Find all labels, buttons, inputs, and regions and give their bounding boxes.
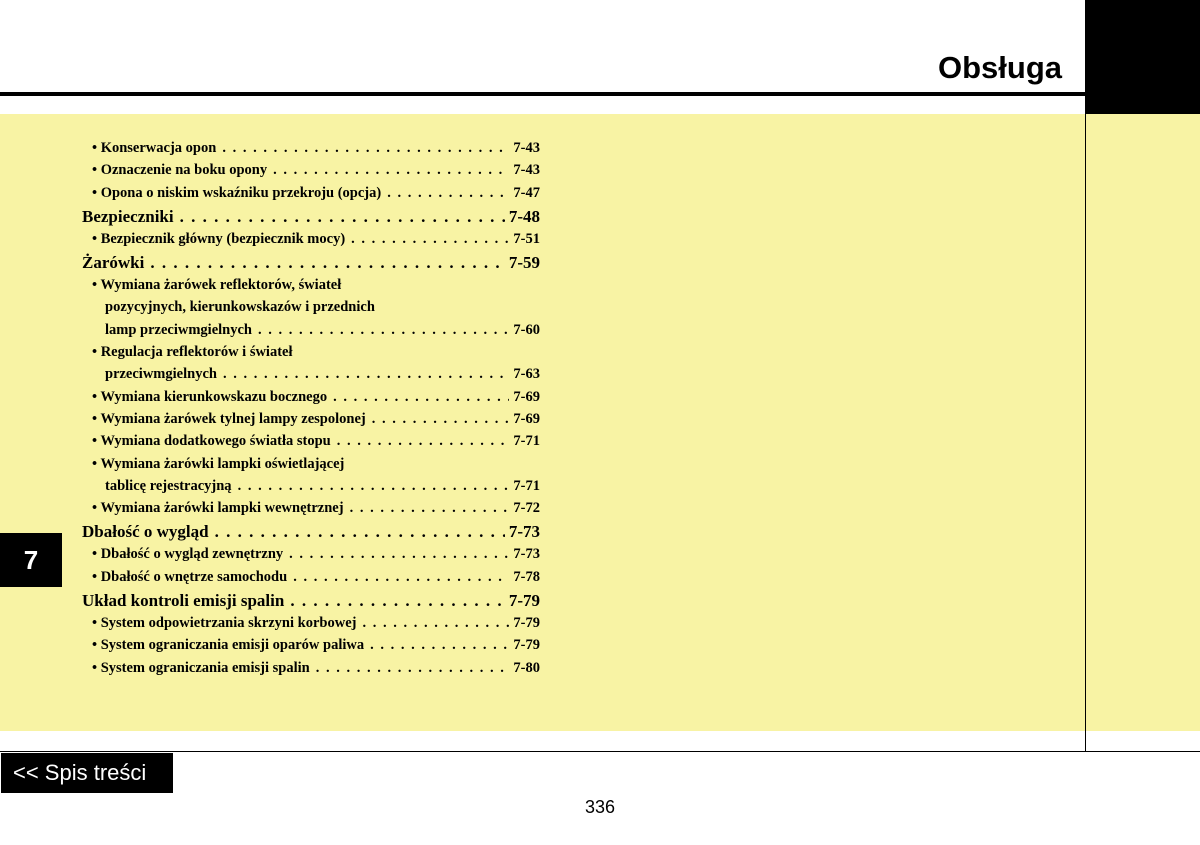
- toc-subentry[interactable]: [82, 366, 540, 388]
- toc-page-reference: 7-79: [508, 591, 540, 611]
- toc-entry-title: Dbałość o wygląd: [82, 522, 209, 542]
- toc-page-reference: 7-69: [513, 388, 540, 405]
- toc-subentry[interactable]: [82, 660, 540, 682]
- toc-page-reference: 7-72: [513, 500, 540, 517]
- toc-entry-title: lamp przeciwmgielnych: [105, 321, 252, 338]
- toc-subentry[interactable]: [82, 231, 540, 253]
- toc-subentry[interactable]: [82, 185, 540, 207]
- table-of-contents-link[interactable]: << Spis treści: [1, 753, 173, 793]
- toc-subentry[interactable]: [82, 322, 540, 344]
- toc-page-reference: 7-73: [513, 546, 540, 563]
- section-title: Obsługa: [937, 50, 1062, 85]
- dot-leader: [150, 253, 504, 273]
- toc-section-entry[interactable]: [82, 591, 540, 615]
- dot-leader: [215, 522, 505, 542]
- toc-entry-title: • Bezpiecznik główny (bezpiecznik mocy): [92, 230, 346, 247]
- toc-entry-title: • Dbałość o wnętrze samochodu: [92, 568, 288, 585]
- toc-page-reference: 7-51: [513, 230, 540, 247]
- toc-subentry[interactable]: [82, 433, 540, 455]
- toc-entry-title: • Regulacja reflektorów i świateł: [92, 344, 293, 361]
- toc-entry-title: • Konserwacja opon: [92, 140, 217, 156]
- toc-entry-title: przeciwmgielnych: [105, 366, 217, 383]
- dot-leader: [333, 389, 509, 406]
- toc-entry-title: tablicę rejestracyjną: [105, 477, 232, 494]
- table-of-contents: [82, 140, 540, 682]
- page-horizontal-rule: [0, 751, 1200, 752]
- toc-page-reference: 7-80: [513, 659, 540, 676]
- toc-entry-title: • Wymiana żarówek tylnej lampy zespolonej: [92, 410, 366, 427]
- toc-page-reference: 7-63: [513, 366, 540, 383]
- toc-entry-title: • Oznaczenie na boku opony: [92, 162, 268, 179]
- toc-entry-title: • Wymiana żarówki lampki oświetlającej: [92, 455, 345, 472]
- dot-leader: [387, 185, 509, 202]
- toc-page-reference: 7-71: [513, 433, 540, 450]
- toc-subentry[interactable]: [82, 637, 540, 659]
- toc-entry-title: Układ kontroli emisji spalin: [82, 591, 285, 611]
- dot-leader: [180, 207, 505, 227]
- toc-subentry[interactable]: [82, 500, 540, 522]
- toc-page-reference: 7-60: [513, 321, 540, 338]
- toc-page-reference: 7-43: [513, 140, 540, 156]
- page-number: 336: [584, 797, 616, 817]
- chapter-tab: 7: [0, 533, 62, 587]
- corner-black-tab: [1085, 0, 1200, 114]
- toc-subentry[interactable]: [82, 299, 540, 321]
- toc-entry-title: • Wymiana dodatkowego światła stopu: [92, 433, 331, 450]
- toc-subentry[interactable]: [82, 162, 540, 184]
- toc-entry-title: • Wymiana żarówki lampki wewnętrznej: [92, 500, 344, 517]
- toc-section-entry[interactable]: [82, 522, 540, 546]
- toc-entry-title: • System ograniczania emisji spalin: [92, 659, 310, 676]
- toc-entry-title: Bezpieczniki: [82, 206, 174, 226]
- toc-entry-title: • Wymiana żarówek reflektorów, świateł: [92, 277, 342, 294]
- dot-leader: [293, 569, 509, 586]
- page-vertical-rule: [1085, 114, 1086, 752]
- toc-entry-title: • Wymiana kierunkowskazu bocznego: [92, 388, 328, 405]
- dot-leader: [223, 366, 509, 383]
- toc-page-reference: 7-73: [508, 522, 540, 542]
- dot-leader: [337, 433, 510, 450]
- toc-page-reference: 7-48: [508, 206, 540, 226]
- dot-leader: [351, 231, 509, 248]
- toc-subentry[interactable]: [82, 546, 540, 568]
- dot-leader: [222, 140, 509, 157]
- toc-page-reference: 7-79: [513, 637, 540, 654]
- toc-page-reference: 7-69: [513, 410, 540, 427]
- toc-page-reference: 7-59: [508, 253, 540, 273]
- toc-page-reference: 7-43: [513, 162, 540, 179]
- toc-page-reference: 7-78: [513, 568, 540, 585]
- toc-entry-title: Żarówki: [82, 253, 145, 273]
- toc-entry-title: • System ograniczania emisji oparów paliwa: [92, 637, 365, 654]
- header-rule: [0, 92, 1085, 96]
- toc-subentry[interactable]: [82, 411, 540, 433]
- toc-page-reference: 7-79: [513, 615, 540, 632]
- dot-leader: [316, 660, 510, 677]
- toc-subentry[interactable]: [82, 478, 540, 500]
- toc-entry-title: pozycyjnych, kierunkowskazów i przednich: [105, 299, 375, 316]
- dot-leader: [289, 546, 509, 563]
- toc-entry-title: • System odpowietrzania skrzyni korbowej: [92, 615, 357, 632]
- toc-subentry[interactable]: [82, 277, 540, 299]
- toc-entry-title: • Dbałość o wygląd zewnętrzny: [92, 546, 284, 563]
- dot-leader: [238, 478, 510, 495]
- toc-subentry[interactable]: [82, 456, 540, 478]
- toc-subentry[interactable]: [82, 569, 540, 591]
- dot-leader: [290, 591, 505, 611]
- toc-subentry[interactable]: [82, 140, 540, 162]
- toc-section-entry[interactable]: [82, 253, 540, 277]
- toc-section-entry[interactable]: [82, 207, 540, 231]
- dot-leader: [258, 322, 509, 339]
- toc-page-reference: 7-47: [513, 184, 540, 201]
- dot-leader: [362, 615, 509, 632]
- dot-leader: [370, 637, 509, 654]
- dot-leader: [273, 162, 509, 179]
- toc-entry-title: • Opona o niskim wskaźniku przekroju (opcja): [92, 184, 382, 201]
- dot-leader: [372, 411, 510, 428]
- toc-subentry[interactable]: [82, 344, 540, 366]
- dot-leader: [350, 500, 510, 517]
- toc-subentry[interactable]: [82, 389, 540, 411]
- toc-subentry[interactable]: [82, 615, 540, 637]
- toc-page-reference: 7-71: [513, 477, 540, 494]
